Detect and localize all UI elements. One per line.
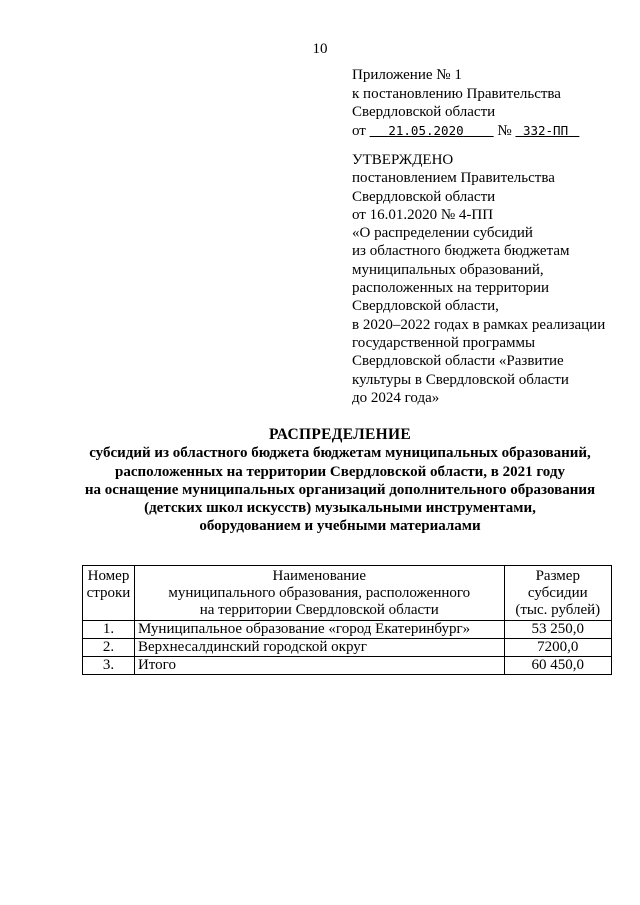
approved-line: государственной программы bbox=[352, 334, 536, 351]
title-line: (детских школ искусств) музыкальными инструментами, bbox=[144, 500, 536, 517]
approved-heading: УТВЕРЖДЕНО bbox=[352, 152, 454, 168]
total-label: Итого bbox=[134, 657, 504, 675]
subsidy-amount: 7200,0 bbox=[504, 639, 611, 657]
appendix-title: Приложение № 1 bbox=[352, 67, 462, 83]
title-main: РАСПРЕДЕЛЕНИЕ bbox=[269, 426, 411, 443]
table-row-total bbox=[83, 657, 612, 675]
municipality-name: Верхнесалдинский городской округ bbox=[134, 639, 504, 657]
from-label: от bbox=[352, 122, 366, 139]
appendix-ref-line: к постановлению Правительства bbox=[352, 85, 561, 102]
row-number: 3. bbox=[83, 657, 135, 675]
approved-line: от 16.01.2020 № 4-ПП bbox=[352, 206, 494, 223]
decree-date: 21.05.2020 bbox=[388, 122, 464, 138]
table-row bbox=[83, 621, 612, 639]
row-number: 2. bbox=[83, 639, 135, 657]
approved-line: постановлением Правительства bbox=[352, 170, 555, 187]
title-line: на оснащение муниципальных организаций дополнительного образования bbox=[84, 481, 596, 498]
approved-line: из областного бюджета бюджетам bbox=[352, 243, 570, 260]
appendix-region-line: Свердловской области bbox=[352, 104, 496, 120]
title-line: субсидий из областного бюджета бюджетам муниципальных образований, bbox=[89, 445, 591, 462]
page-number: 10 bbox=[312, 41, 328, 57]
header-row-number: Номер строки bbox=[83, 566, 135, 621]
total-amount: 60 450,0 bbox=[504, 657, 611, 675]
approved-line: Свердловской области «Развитие bbox=[352, 353, 564, 370]
table-header-row bbox=[83, 566, 612, 621]
approved-line: Свердловской области, bbox=[352, 298, 499, 315]
approved-line: «О распределении субсидий bbox=[352, 225, 533, 242]
approved-line: муниципальных образований, bbox=[352, 261, 544, 278]
table-row bbox=[83, 639, 612, 657]
subsidy-table bbox=[82, 565, 612, 675]
subsidy-amount: 53 250,0 bbox=[504, 621, 611, 639]
approved-line: в 2020–2022 годах в рамках реализации bbox=[352, 316, 606, 333]
header-municipality-name: Наименование муниципального образования, расположенного на территории Свердловской области bbox=[134, 566, 504, 621]
municipality-name: Муниципальное образование «город Екатеринбург» bbox=[134, 621, 504, 639]
approved-line: культуры в Свердловской области bbox=[352, 371, 569, 388]
approved-line: Свердловской области bbox=[352, 188, 496, 205]
header-subsidy-amount: Размер субсидии (тыс. рублей) bbox=[504, 566, 611, 621]
row-number: 1. bbox=[83, 621, 135, 639]
title-line: оборудованием и учебными материалами bbox=[199, 518, 481, 535]
number-label: № bbox=[497, 122, 512, 139]
approved-line: до 2024 года» bbox=[352, 389, 440, 406]
appendix-block bbox=[352, 66, 627, 140]
title-line: расположенных на территории Свердловской области, в 2021 году bbox=[115, 463, 565, 480]
document-title bbox=[40, 426, 640, 536]
appendix-date-line bbox=[352, 122, 627, 141]
decree-number: 332-ПП bbox=[522, 122, 569, 138]
approved-line: расположенных на территории bbox=[352, 280, 550, 297]
approved-block bbox=[352, 151, 627, 407]
